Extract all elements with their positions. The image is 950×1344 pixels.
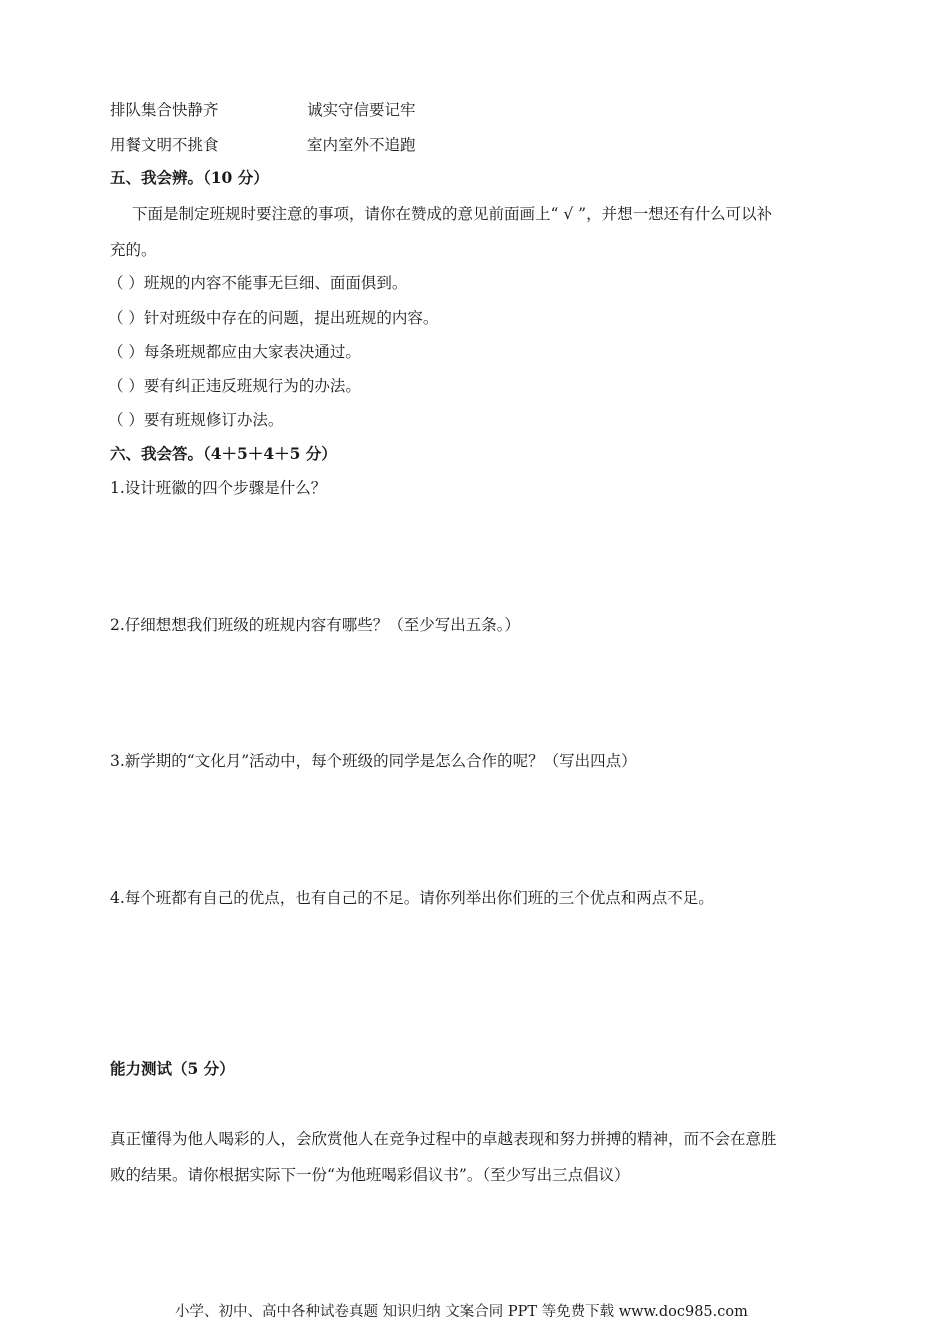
section-5-item-5: （ ）要有班规修订办法。 [108,411,284,429]
section-5-intro-line-1: 下面是制定班规时要注意的事项，请你在赞成的意见前面画上“ √ ”，并想一想还有什么可以补 [132,205,773,223]
rules-row-1-right: 诚实守信要记牢 [307,101,416,119]
rules-row-1-left: 排队集合快静齐 [110,101,219,119]
section-5-heading: 五、我会辨。（10 分） [110,168,269,187]
ability-line-2: 败的结果。请你根据实际下一份“为他班喝彩倡议书”。（至少写出三点倡议） [110,1166,630,1184]
section-6-heading: 六、我会答。（4＋5＋4＋5 分） [110,444,337,463]
question-4: 4.每个班都有自己的优点，也有自己的不足。请你列举出你们班的三个优点和两点不足。 [110,889,714,907]
rules-row-2-left: 用餐文明不挑食 [110,136,219,154]
question-3: 3.新学期的“文化月”活动中，每个班级的同学是怎么合作的呢？（写出四点） [110,752,637,770]
question-1: 1.设计班徽的四个步骤是什么？ [110,479,327,497]
section-5-item-2: （ ）针对班级中存在的问题，提出班规的内容。 [108,309,439,327]
question-2: 2.仔细想想我们班级的班规内容有哪些？（至少写出五条。） [110,616,521,634]
rules-row-2-right: 室内室外不追跑 [307,136,416,154]
section-5-item-1: （ ）班规的内容不能事无巨细、面面俱到。 [108,274,408,292]
ability-heading: 能力测试（5 分） [110,1059,235,1078]
section-5-intro-line-2: 充的。 [110,241,157,259]
section-5-item-3: （ ）每条班规都应由大家表决通过。 [108,343,361,361]
section-5-item-4: （ ）要有纠正违反班规行为的办法。 [108,377,361,395]
ability-line-1: 真正懂得为他人喝彩的人，会欣赏他人在竞争过程中的卓越表现和努力拼搏的精神，而不会在意胜 [110,1130,777,1148]
page-footer: 小学、初中、高中各种试卷真题 知识归纳 文案合同 PPT 等免费下载 www.doc985.com [175,1304,748,1320]
